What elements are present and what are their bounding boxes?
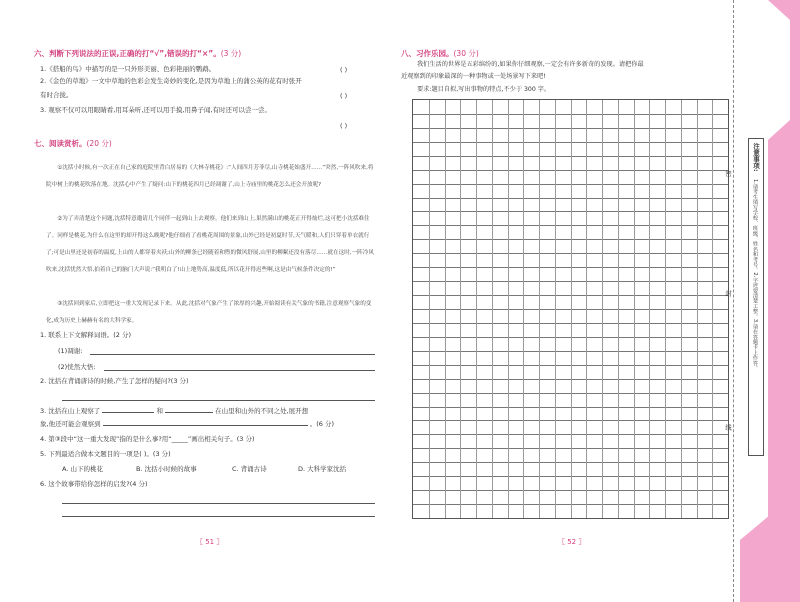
notice-title: 注意事项: bbox=[752, 143, 760, 172]
passage-paragraph-1: ①沈括小时候,有一次正在自己家的庭院里背白居易的《大林寺桃花》:“人间四月芳菲尽,山寺桃花始盛开……”突然,一阵风吹来,将院中树上的桃花吹落在地。沈括心中产生了疑问:山下的桃花四月已经凋谢了,山上寺庙里的桃花怎么还会开放呢? bbox=[46, 165, 374, 188]
judge-item-1: 1.《搭船的鸟》中描写的是一只外形美丽、色彩艳丽的鹦鹉。 bbox=[40, 65, 216, 73]
blank-3-3[interactable] bbox=[103, 425, 308, 426]
grid-col-line bbox=[445, 100, 446, 518]
question-3-part-a: 3. 沈括在山上观察了 和 在山里和山外的不同之处,展开想 bbox=[40, 407, 309, 415]
option-c[interactable]: C. 背诵古诗 bbox=[232, 465, 267, 473]
answer-paren-1[interactable]: ( ) bbox=[340, 66, 348, 74]
blank-3-1[interactable] bbox=[102, 412, 154, 413]
question-1b: (2)恍然大悟: bbox=[58, 363, 96, 371]
binding-mark-seal: 密 bbox=[724, 170, 732, 177]
writing-intro-1: 我们生活的世界是五彩缤纷的,如果你仔细观察,一定会有许多新奇的发现。请把你最 bbox=[417, 61, 644, 68]
page-number-52: 〖 52 〗 bbox=[558, 538, 586, 546]
question-5: 5. 下列最适合做本文题目的一项是( )。(3 分) bbox=[40, 450, 171, 458]
binding-mark-line: 线 bbox=[724, 424, 732, 431]
binding-dashed-line bbox=[733, 0, 734, 602]
grid-col-line bbox=[649, 100, 650, 518]
blank-3-2[interactable] bbox=[165, 412, 213, 413]
binding-mark-close: 封 bbox=[724, 290, 732, 297]
writing-intro-2: 近观察到的印象最深的一种事物或一处场景写下来吧! bbox=[401, 73, 546, 80]
grid-col-line bbox=[429, 100, 430, 518]
grid-col-line bbox=[539, 100, 540, 518]
question-4: 4. 第③段中“这一重大发现”指的是什么事?用“_____”画出相关句子。(3 分) bbox=[40, 435, 255, 443]
grid-col-line bbox=[665, 100, 666, 518]
judge-item-2-cont: 有时合拢。 bbox=[40, 91, 73, 99]
grid-col-line bbox=[476, 100, 477, 518]
option-a[interactable]: A. 山下的桃花 bbox=[62, 465, 103, 473]
question-1a: (1)凋谢: bbox=[58, 347, 83, 355]
judge-item-3: 3. 观察不仅可以用眼睛看,用耳朵听,还可以用手摸,用鼻子闻,有时还可以尝一尝。 bbox=[40, 106, 272, 114]
section-6-heading: 六、判断下列说法的正误,正确的打“√”,错误的打“×”。(3 分) bbox=[34, 49, 242, 58]
question-6: 6. 这个故事带给你怎样的启发?(4 分) bbox=[40, 480, 148, 488]
passage-paragraph-2: ②为了弄清楚这个问题,沈括特意邀请几个同伴一起到山上去观察。他们来到山上,果然满山的桃花正开得灿烂,这可把小沈括难住了。同样是桃花,为什么在这里的却开得这么晚呢?他仔细看了看桃花周围的景象,山外已经是初夏时节,天气暖和,人们只穿着单衣就行了;可是山里还是初春的温度,上山的人都穿着夹袄;山外的柳条已经随着和煦的微风舒展,山里的柳絮还没有落尽……就在这时,一阵冷风吹来,沈括忧然大悟,拍着自己的脑门大声说:“我明白了!山上地势高,温度低,所以花开得迟些啊,这是由气候条件决定的!” bbox=[46, 216, 374, 273]
grid-col-line bbox=[571, 100, 572, 518]
answer-line-2[interactable] bbox=[62, 400, 375, 401]
writing-grid[interactable] bbox=[412, 99, 729, 519]
grid-col-line bbox=[618, 100, 619, 518]
grid-col-line bbox=[712, 100, 713, 518]
page-number-51: 〖 51 〗 bbox=[196, 538, 224, 546]
left-page bbox=[0, 0, 395, 602]
answer-paren-3[interactable]: ( ) bbox=[340, 122, 348, 130]
notice-text: 1.请考生填写学校、班级、姓名和考号。2.字迹要清楚工整。3.请在答题卡上作答。 bbox=[752, 179, 758, 371]
notice-box bbox=[748, 138, 764, 456]
question-3-part-b: 象,他还可能会观察到 。(6 分) bbox=[40, 420, 335, 428]
answer-line-6a[interactable] bbox=[62, 503, 375, 504]
question-1: 1. 联系上下文解释词语。(2 分) bbox=[40, 331, 132, 339]
grid-col-line bbox=[634, 100, 635, 518]
option-d[interactable]: D. 大科学家沈括 bbox=[298, 465, 347, 473]
section-8-heading: 八、习作乐园。(30 分) bbox=[401, 49, 479, 58]
grid-col-line bbox=[602, 100, 603, 518]
grid-col-line bbox=[555, 100, 556, 518]
answer-line-6b[interactable] bbox=[62, 516, 375, 517]
writing-requirements: 要求:题目自拟,写出事物的特点,不少于 300 字。 bbox=[417, 86, 551, 93]
grid-col-line bbox=[697, 100, 698, 518]
question-2: 2. 沈括在背诵唐诗的时候,产生了怎样的疑问?(3 分) bbox=[40, 377, 189, 385]
passage-paragraph-3: ③沈括回到家后,立即把这一重大发现记录下来。从此,沈括对气象产生了浓厚的兴趣,开始阅读有关气象的书籍,注意观察气象的变化,成为历史上赫赫有名的大科学家。 bbox=[46, 301, 372, 324]
grid-col-line bbox=[523, 100, 524, 518]
option-b[interactable]: B. 沈括小时候的故事 bbox=[136, 465, 197, 473]
answer-line-1b[interactable] bbox=[104, 370, 375, 371]
grid-col-line bbox=[586, 100, 587, 518]
grid-col-line bbox=[460, 100, 461, 518]
grid-col-line bbox=[508, 100, 509, 518]
grid-col-line bbox=[681, 100, 682, 518]
answer-line-1a[interactable] bbox=[90, 354, 375, 355]
grid-col-line bbox=[492, 100, 493, 518]
judge-item-2: 2.《金色的草地》一文中草地的色彩会发生奇妙的变化,是因为草地上的蒲公英的花有时张开 bbox=[40, 77, 302, 85]
answer-paren-2[interactable]: ( ) bbox=[340, 92, 348, 100]
section-7-heading: 七、阅读赏析。(20 分) bbox=[34, 139, 112, 148]
